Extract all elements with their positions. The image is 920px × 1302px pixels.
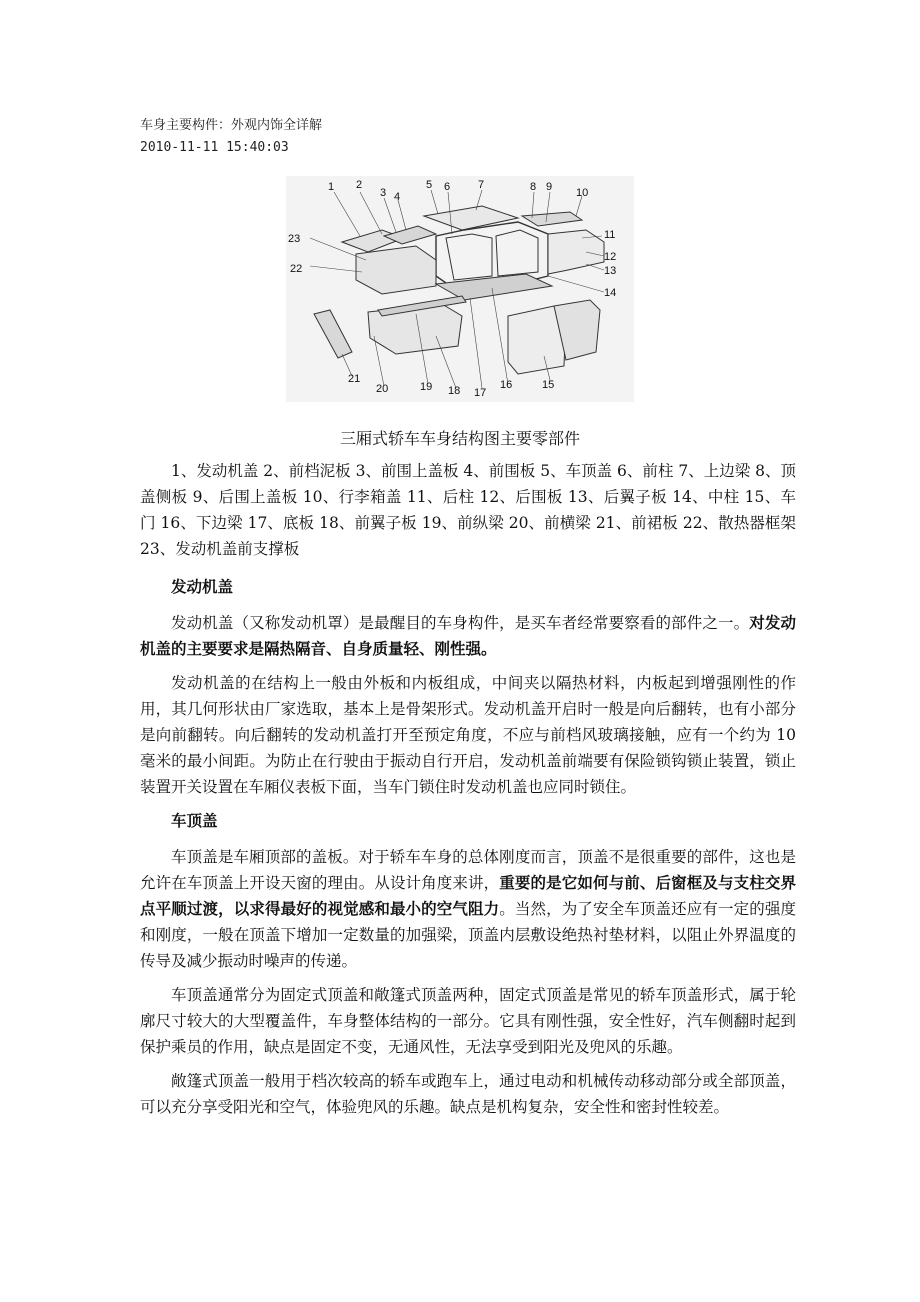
diagram-label: 3	[380, 187, 387, 199]
diagram-label: 17	[474, 387, 487, 399]
diagram-label: 15	[542, 379, 555, 391]
article-title: 车身主要构件：外观内饰全详解	[140, 118, 323, 133]
paragraph: 发动机盖的在结构上一般由外板和内板组成，中间夹以隔热材料，内板起到增强刚性的作用，其几何形状由厂家选取，基本上是骨架形式。发动机盖开启时一般是向后翻转，也有小部分是向前翻转。向后翻转的发动机盖打开至预定角度，不应与前档风玻璃接触，应有一个约为 10 毫米的最小间距。为防止在行驶由于振动自行开启，发动机盖前端要有保险锁钩锁止装置，锁止装置开关设置在车厢仪表板下面，当车门锁住时发动机盖也应同时锁住。	[140, 674, 796, 796]
paragraph-text: 发动机盖（又称发动机罩）是最醒目的车身构件，是买车者经常要察看的部件之一。	[171, 614, 750, 632]
diagram-label: 2	[356, 179, 363, 191]
diagram-label: 22	[290, 263, 303, 275]
diagram-label: 16	[500, 379, 513, 391]
diagram-label: 1	[328, 181, 335, 193]
diagram-label: 20	[376, 383, 389, 395]
article-date: 2010-11-11 15:40:03	[140, 140, 289, 155]
diagram-label: 12	[604, 251, 617, 263]
diagram-label: 13	[604, 265, 617, 277]
diagram-label: 19	[420, 381, 433, 393]
diagram-label: 7	[478, 179, 485, 191]
diagram-label: 5	[426, 179, 433, 191]
diagram-label: 21	[348, 373, 361, 385]
diagram-label: 4	[394, 191, 401, 203]
diagram-label: 8	[530, 181, 537, 193]
paragraph-text: 车顶盖是车厢顶部的盖板。对于轿车车身的总体刚度而言，顶盖不是很重要的部件，这也是允许在车顶盖上开设天窗的理由。从设计角度来讲，	[140, 848, 796, 892]
paragraph-emphasis: 重要的是它如何与前、后窗框及与支柱交界点平顺过渡，以求得最好的视觉感和最小的空气阻力	[140, 874, 796, 918]
paragraph: 敞篷式顶盖一般用于档次较高的轿车或跑车上，通过电动和机械传动移动部分或全部顶盖，可以充分享受阳光和空气，体验兜风的乐趣。缺点是机构复杂，安全性和密封性较差。	[140, 1072, 796, 1116]
diagram-label: 14	[604, 287, 617, 299]
car-body-diagram	[286, 176, 634, 402]
paragraph-emphasis: 对发动机盖的主要要求是隔热隔音、自身质量轻、刚性强。	[140, 614, 796, 658]
figure-caption: 三厢式轿车车身结构图主要零部件	[339, 429, 580, 448]
section-heading-hood: 发动机盖	[171, 578, 234, 596]
paragraph	[140, 610, 796, 662]
diagram-label: 18	[448, 385, 461, 397]
diagram-label: 11	[604, 229, 616, 241]
paragraph	[140, 844, 796, 974]
diagram-label: 23	[288, 233, 301, 245]
diagram-label: 6	[444, 181, 451, 193]
diagram-label: 9	[546, 181, 553, 193]
diagram-label: 10	[576, 187, 589, 199]
paragraph: 车顶盖通常分为固定式顶盖和敞篷式顶盖两种，固定式顶盖是常见的轿车顶盖形式，属于轮廓尺寸较大的大型覆盖件，车身整体结构的一部分。它具有刚性强，安全性好，汽车侧翻时起到保护乘员的作用，缺点是固定不变，无通风性，无法享受到阳光及兜风的乐趣。	[140, 986, 796, 1056]
parts-list: 1、发动机盖 2、前档泥板 3、前围上盖板 4、前围板 5、车顶盖 6、前柱 7、上边梁 8、顶盖侧板 9、后围上盖板 10、行李箱盖 11、后柱 12、后围板 13、后翼子板 14、中柱 15、车门 16、下边梁 17、底板 18、前翼子板 19、前纵梁 20、前横梁 21、前裙板 22、散热器框架 23、发动机盖前支撑板	[140, 462, 796, 558]
section-heading-roof: 车顶盖	[171, 812, 218, 830]
article-body	[140, 458, 796, 1128]
paragraph-text: 。当然，为了安全车顶盖还应有一定的强度和刚度，一般在顶盖下增加一定数量的加强梁，顶盖内层敷设绝热衬垫材料，以阻止外界温度的传导及减少振动时噪声的传递。	[140, 900, 796, 970]
